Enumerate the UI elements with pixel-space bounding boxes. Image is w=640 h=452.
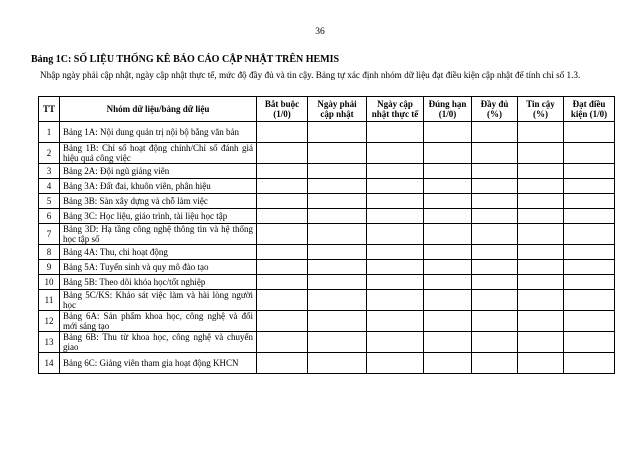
cell-qualified[interactable] — [564, 275, 615, 290]
cell-on-time[interactable] — [424, 311, 472, 332]
table-row — [39, 245, 615, 260]
cell-complete[interactable] — [472, 209, 518, 224]
cell-required[interactable] — [257, 122, 308, 143]
cell-due-date[interactable] — [308, 245, 367, 260]
table-row — [39, 143, 615, 164]
cell-complete[interactable] — [472, 332, 518, 353]
cell-due-date[interactable] — [308, 209, 367, 224]
cell-actual-date[interactable] — [367, 224, 424, 245]
row-number: 11 — [39, 290, 60, 311]
cell-qualified[interactable] — [564, 260, 615, 275]
cell-reliable[interactable] — [518, 143, 564, 164]
cell-qualified[interactable] — [564, 353, 615, 374]
cell-complete[interactable] — [472, 353, 518, 374]
cell-reliable[interactable] — [518, 164, 564, 179]
data-group-name: Bảng 3A: Đất đai, khuôn viên, phân hiệu — [60, 179, 257, 194]
cell-actual-date[interactable] — [367, 332, 424, 353]
cell-qualified[interactable] — [564, 224, 615, 245]
cell-reliable[interactable] — [518, 353, 564, 374]
cell-required[interactable] — [257, 179, 308, 194]
table-row — [39, 290, 615, 311]
table-row — [39, 332, 615, 353]
cell-due-date[interactable] — [308, 122, 367, 143]
cell-required[interactable] — [257, 209, 308, 224]
header-due-date: Ngày phải cập nhật — [308, 97, 367, 122]
cell-required[interactable] — [257, 194, 308, 209]
cell-required[interactable] — [257, 224, 308, 245]
row-number: 1 — [39, 122, 60, 143]
table-title: Bảng 1C: SỐ LIỆU THỐNG KÊ BÁO CÁO CẬP NHẬT TRÊN HEMIS — [31, 54, 340, 65]
cell-actual-date[interactable] — [367, 245, 424, 260]
cell-due-date[interactable] — [308, 275, 367, 290]
data-group-name: Bảng 3B: Sàn xây dựng và chỗ làm việc — [60, 194, 257, 209]
table-row — [39, 224, 615, 245]
cell-on-time[interactable] — [424, 353, 472, 374]
cell-actual-date[interactable] — [367, 290, 424, 311]
cell-qualified[interactable] — [564, 194, 615, 209]
data-group-name: Bảng 6B: Thu từ khoa học, công nghệ và chuyển giao — [60, 332, 257, 353]
table-row — [39, 209, 615, 224]
cell-reliable[interactable] — [518, 311, 564, 332]
data-group-name: Bảng 6A: Sản phẩm khoa học, công nghệ và đổi mới sáng tạo — [60, 311, 257, 332]
cell-on-time[interactable] — [424, 122, 472, 143]
cell-due-date[interactable] — [308, 194, 367, 209]
cell-reliable[interactable] — [518, 260, 564, 275]
page-number: 36 — [315, 27, 325, 37]
header-tt: TT — [39, 97, 60, 122]
cell-actual-date[interactable] — [367, 164, 424, 179]
cell-complete[interactable] — [472, 260, 518, 275]
cell-on-time[interactable] — [424, 164, 472, 179]
cell-reliable[interactable] — [518, 332, 564, 353]
cell-required[interactable] — [257, 143, 308, 164]
cell-qualified[interactable] — [564, 122, 615, 143]
cell-actual-date[interactable] — [367, 260, 424, 275]
header-complete: Đầy đủ (%) — [472, 97, 518, 122]
cell-on-time[interactable] — [424, 275, 472, 290]
cell-reliable[interactable] — [518, 179, 564, 194]
cell-due-date[interactable] — [308, 143, 367, 164]
cell-complete[interactable] — [472, 245, 518, 260]
cell-due-date[interactable] — [308, 224, 367, 245]
cell-on-time[interactable] — [424, 179, 472, 194]
table-row — [39, 164, 615, 179]
cell-complete[interactable] — [472, 179, 518, 194]
data-group-name: Bảng 5B: Theo dõi khóa học/tốt nghiệp — [60, 275, 257, 290]
table-row — [39, 179, 615, 194]
row-number: 10 — [39, 275, 60, 290]
cell-complete[interactable] — [472, 143, 518, 164]
cell-qualified[interactable] — [564, 245, 615, 260]
table-row — [39, 194, 615, 209]
cell-reliable[interactable] — [518, 275, 564, 290]
cell-reliable[interactable] — [518, 209, 564, 224]
table-header-row — [39, 97, 615, 122]
cell-due-date[interactable] — [308, 332, 367, 353]
row-number: 14 — [39, 353, 60, 374]
header-on-time: Đúng hạn (1/0) — [424, 97, 472, 122]
cell-complete[interactable] — [472, 224, 518, 245]
cell-required[interactable] — [257, 332, 308, 353]
cell-qualified[interactable] — [564, 290, 615, 311]
header-required: Bắt buộc (1/0) — [257, 97, 308, 122]
table-row — [39, 122, 615, 143]
cell-required[interactable] — [257, 290, 308, 311]
cell-on-time[interactable] — [424, 209, 472, 224]
cell-reliable[interactable] — [518, 290, 564, 311]
row-number: 2 — [39, 143, 60, 164]
cell-on-time[interactable] — [424, 143, 472, 164]
cell-on-time[interactable] — [424, 245, 472, 260]
data-group-name: Bảng 1A: Nội dung quản trị nội bộ bằng văn bản — [60, 122, 257, 143]
table-body — [39, 122, 615, 374]
table-row — [39, 275, 615, 290]
row-number: 7 — [39, 224, 60, 245]
cell-qualified[interactable] — [564, 332, 615, 353]
cell-actual-date[interactable] — [367, 194, 424, 209]
data-group-name: Bảng 3C: Học liệu, giáo trình, tài liệu học tập — [60, 209, 257, 224]
cell-qualified[interactable] — [564, 311, 615, 332]
cell-qualified[interactable] — [564, 179, 615, 194]
cell-complete[interactable] — [472, 164, 518, 179]
data-group-name: Bảng 4A: Thu, chi hoạt động — [60, 245, 257, 260]
cell-complete[interactable] — [472, 275, 518, 290]
cell-complete[interactable] — [472, 290, 518, 311]
cell-reliable[interactable] — [518, 194, 564, 209]
row-number: 8 — [39, 245, 60, 260]
header-group: Nhóm dữ liệu/bảng dữ liệu — [60, 97, 257, 122]
cell-required[interactable] — [257, 245, 308, 260]
data-group-name: Bảng 6C: Giảng viên tham gia hoạt động KHCN — [60, 353, 257, 374]
header-actual-date: Ngày cập nhật thực tế — [367, 97, 424, 122]
table-row — [39, 260, 615, 275]
row-number: 13 — [39, 332, 60, 353]
cell-required[interactable] — [257, 353, 308, 374]
cell-complete[interactable] — [472, 311, 518, 332]
cell-on-time[interactable] — [424, 290, 472, 311]
row-number: 9 — [39, 260, 60, 275]
cell-actual-date[interactable] — [367, 122, 424, 143]
data-group-name: Bảng 3D: Hạ tầng công nghệ thông tin và hệ thống học tập số — [60, 224, 257, 245]
cell-required[interactable] — [257, 164, 308, 179]
row-number: 12 — [39, 311, 60, 332]
instructions-text: Nhập ngày phải cập nhật, ngày cập nhật thực tế, mức độ đầy đủ và tin cậy. Bảng tự xác định nhóm dữ liệu đạt điều kiện cập nhật để tính chỉ số 1.3. — [40, 70, 581, 80]
cell-due-date[interactable] — [308, 353, 367, 374]
cell-qualified[interactable] — [564, 164, 615, 179]
cell-required[interactable] — [257, 260, 308, 275]
cell-actual-date[interactable] — [367, 209, 424, 224]
cell-on-time[interactable] — [424, 194, 472, 209]
cell-qualified[interactable] — [564, 143, 615, 164]
cell-required[interactable] — [257, 311, 308, 332]
row-number: 3 — [39, 164, 60, 179]
cell-complete[interactable] — [472, 122, 518, 143]
cell-actual-date[interactable] — [367, 143, 424, 164]
cell-on-time[interactable] — [424, 260, 472, 275]
header-qualified: Đạt điều kiện (1/0) — [564, 97, 615, 122]
header-reliable: Tin cậy (%) — [518, 97, 564, 122]
cell-reliable[interactable] — [518, 122, 564, 143]
cell-due-date[interactable] — [308, 311, 367, 332]
row-number: 6 — [39, 209, 60, 224]
cell-actual-date[interactable] — [367, 275, 424, 290]
cell-due-date[interactable] — [308, 164, 367, 179]
cell-on-time[interactable] — [424, 332, 472, 353]
table-row — [39, 353, 615, 374]
cell-due-date[interactable] — [308, 179, 367, 194]
cell-qualified[interactable] — [564, 209, 615, 224]
data-group-name: Bảng 5C/KS: Khảo sát việc làm và hài lòng người học — [60, 290, 257, 311]
cell-reliable[interactable] — [518, 224, 564, 245]
cell-complete[interactable] — [472, 194, 518, 209]
cell-due-date[interactable] — [308, 290, 367, 311]
row-number: 4 — [39, 179, 60, 194]
data-group-name: Bảng 2A: Đội ngũ giảng viên — [60, 164, 257, 179]
cell-actual-date[interactable] — [367, 353, 424, 374]
cell-reliable[interactable] — [518, 245, 564, 260]
cell-actual-date[interactable] — [367, 311, 424, 332]
data-group-name: Bảng 1B: Chỉ số hoạt động chính/Chỉ số đánh giá hiệu quả công việc — [60, 143, 257, 164]
table-row — [39, 311, 615, 332]
hemis-stats-table — [38, 96, 615, 374]
data-group-name: Bảng 5A: Tuyển sinh và quy mô đào tạo — [60, 260, 257, 275]
cell-required[interactable] — [257, 275, 308, 290]
cell-due-date[interactable] — [308, 260, 367, 275]
cell-actual-date[interactable] — [367, 179, 424, 194]
cell-on-time[interactable] — [424, 224, 472, 245]
row-number: 5 — [39, 194, 60, 209]
